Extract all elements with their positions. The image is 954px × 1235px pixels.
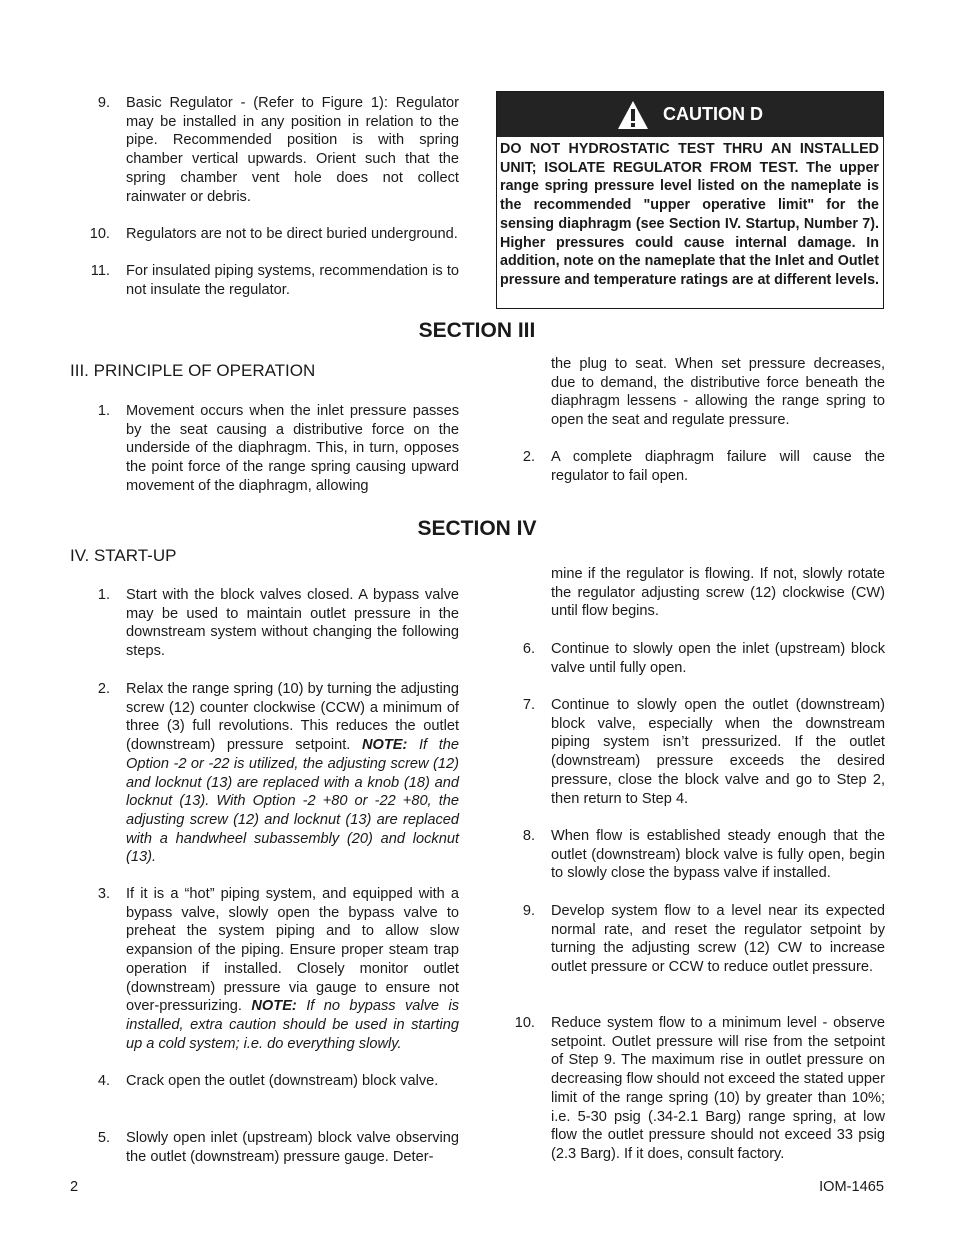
item-text: For insulated piping systems, recommendation is to not insulate the regulator.	[126, 263, 459, 298]
list-item	[72, 402, 459, 496]
item-number: 3.	[97, 886, 110, 902]
warning-triangle-icon	[617, 100, 649, 130]
caution-header	[497, 92, 883, 137]
item-number: 10.	[89, 226, 110, 242]
list-item	[72, 1129, 459, 1166]
section-title: SECTION III	[418, 319, 536, 342]
list-item	[72, 225, 459, 244]
item-number: 1.	[97, 403, 110, 419]
item-number: 9.	[522, 903, 535, 919]
caution-box	[496, 91, 884, 309]
item-text: Reduce system flow to a minimum level - observe setpoint. Outlet pressure will rise from the setpoint of Step 9. The maximum rise in outlet pressure on decreasing flow should not exceed the stated upper limit of the range spring (10) by greater than 10%; i.e. 5-30 psig (.34-2.1 Barg) range spring, at low flow the outlet pressure should not exceed 33 psig (2.3 Barg). If it does, consult factory.	[551, 1015, 885, 1162]
item-text: the plug to seat. When set pressure decreases, due to demand, the distributive force beneath the diaphragm lessens - allowing the range spring to open the seat and regulate pressure.	[551, 356, 885, 429]
list-item-continued	[497, 355, 885, 430]
item-number: 7.	[522, 697, 535, 713]
note-label: NOTE:	[251, 998, 297, 1015]
item-text: When flow is established steady enough that the outlet (downstream) block valve is fully open, begin to slowly close the bypass valve if installed.	[551, 828, 885, 882]
item-text: mine if the regulator is flowing. If not, slowly rotate the regulator adjusting screw (12) clockwise (CW) until flow begins.	[551, 566, 885, 620]
item-text: Start with the block valves closed. A bypass valve may be used to maintain outlet pressure in the downstream system without changing the following steps.	[126, 587, 459, 660]
list-item	[497, 640, 885, 677]
item-text-main: Relax the range spring (10) by turning the adjusting screw (12) counter clockwise (CCW) a minimum of three (3) full revolutions. This reduces the outlet (downstream) pressure setpoint.	[126, 681, 459, 754]
section-heading: IV. START-UP	[70, 546, 177, 565]
list-item	[497, 902, 885, 977]
caution-text: DO NOT HYDROSTATIC TEST THRU AN INSTALLED UNIT; ISOLATE REGULATOR FROM TEST. The upper range spring pressure level listed on the nameplate is the recommended "upper operative limit" for the sensing diaphragm (see Section IV. Startup, Number 7). Higher pressures could cause internal damage. In addition, note on the nameplate that the Inlet and Outlet pressure and temperature ratings are at different levels.	[500, 141, 880, 288]
item-text: Regulators are not to be direct buried underground.	[126, 226, 458, 242]
list-item	[497, 1014, 885, 1164]
document-id: IOM-1465	[819, 1179, 884, 1195]
caution-title: CAUTION D	[663, 104, 763, 124]
page-number: 2	[70, 1179, 79, 1195]
item-text: Continue to slowly open the outlet (downstream) block valve, especially when the downstream piping system isn’t pressurized. If the outlet (downstream) pressure exceeds the desired pressure, close the block valve and go to Step 2, then return to Step 4.	[551, 697, 885, 807]
item-number: 10.	[514, 1015, 535, 1031]
note-text: If the Option -2 or -22 is utilized, the adjusting screw (12) and locknut (13) are replaced with a knob (18) and locknut (13). With Option -2 +80 or -22 +80, the adjusting screw (12) and locknut (13) are replaced with a handwheel subassembly (20) and locknut (13).	[126, 737, 460, 866]
item-text: Crack open the outlet (downstream) block valve.	[126, 1073, 439, 1089]
item-number: 2.	[97, 681, 110, 697]
list-item	[497, 696, 885, 808]
note-label: NOTE:	[361, 737, 408, 754]
item-text: A complete diaphragm failure will cause the regulator to fail open.	[551, 449, 885, 484]
list-item	[72, 1072, 459, 1091]
list-item-continued	[497, 565, 885, 621]
item-number: 6.	[522, 641, 535, 657]
item-number: 2.	[522, 449, 535, 465]
item-number: 4.	[97, 1073, 110, 1089]
item-number: 5.	[97, 1130, 110, 1146]
section-heading: III. PRINCIPLE OF OPERATION	[70, 361, 316, 380]
list-item	[72, 680, 459, 867]
section-title: SECTION IV	[417, 517, 537, 540]
list-item	[497, 827, 885, 883]
item-number: 11.	[90, 263, 110, 279]
list-item	[497, 448, 885, 485]
list-item	[72, 586, 459, 661]
list-item	[72, 262, 459, 299]
item-text	[126, 680, 459, 867]
item-text	[126, 885, 459, 1053]
note-text: If no bypass valve is installed, extra caution should be used in starting up a cold system; i.e. do everything slowly.	[126, 998, 459, 1052]
item-text: Continue to slowly open the inlet (upstream) block valve until fully open.	[551, 641, 885, 676]
item-text: Movement occurs when the inlet pressure passes by the seat causing a distributive force on the underside of the diaphragm. This, in turn, opposes the point force of the range spring causing upward movement of the diaphragm, allowing	[126, 403, 459, 494]
item-text: Slowly open inlet (upstream) block valve observing the outlet (downstream) pressure gauge. Deter-	[126, 1130, 459, 1165]
item-text: Basic Regulator - (Refer to Figure 1): Regulator may be installed in any position in relation to the pipe. Recommended position is with spring chamber vertical upwards. Orient such that the spring chamber vent hole does not collect rainwater or debris.	[126, 95, 459, 205]
item-number: 8.	[522, 828, 535, 844]
item-number: 1.	[97, 587, 110, 603]
item-text: Develop system flow to a level near its expected normal rate, and reset the regulator setpoint by turning the adjusting screw (12) CW to increase outlet pressure or CCW to reduce outlet pressure.	[551, 903, 885, 976]
item-text-main: If it is a “hot” piping system, and equipped with a bypass valve, slowly open the bypass valve to preheat the system piping and to allow slow expansion of the piping. Ensure proper steam trap operation if installed. Closely monitor outlet (downstream) pressure via gauge to ensure not over-pressurizing.	[126, 886, 459, 1015]
item-number: 9.	[97, 95, 110, 111]
list-item	[72, 94, 459, 206]
list-item	[72, 885, 459, 1053]
